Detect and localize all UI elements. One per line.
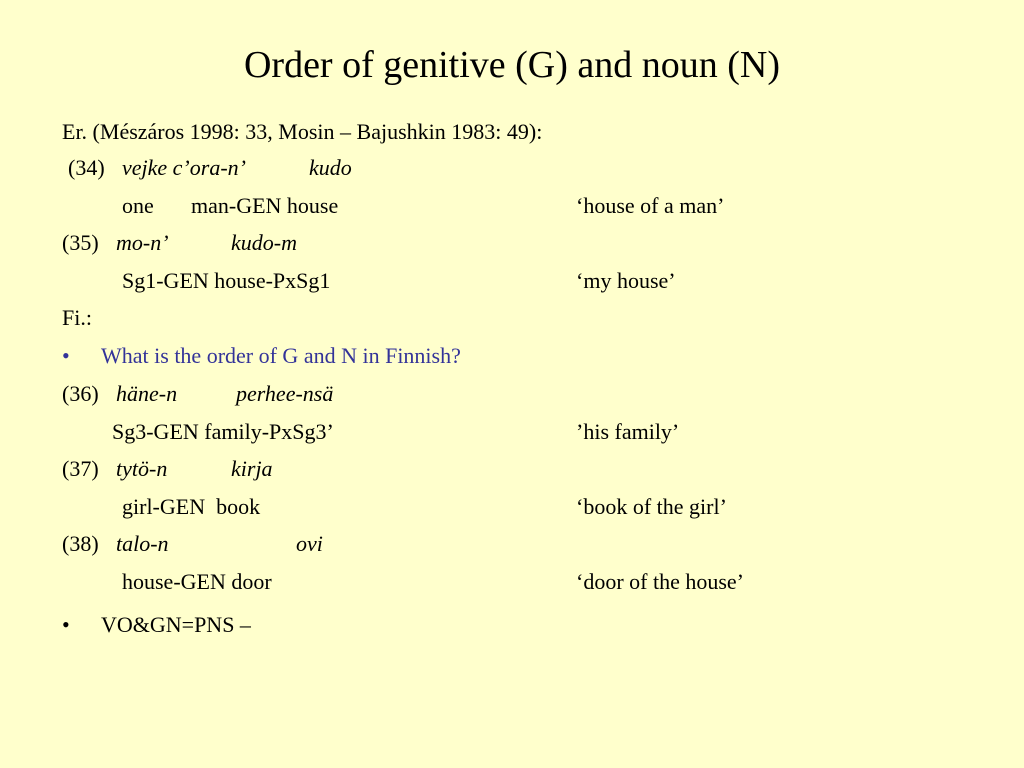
ex38-gloss: house-GEN door [122, 569, 272, 594]
ex36-gloss: Sg3-GEN family-PxSg3’ [112, 419, 334, 444]
bullet2-text: VO&GN=PNS – [101, 612, 251, 637]
ex38-word1: talo-n [116, 531, 169, 556]
ex35-gloss: Sg1-GEN house-PxSg1 [122, 268, 331, 293]
bullet1-question: What is the order of G and N in Finnish? [101, 343, 461, 368]
ex34-number: (34) [68, 155, 105, 180]
slide-title: Order of genitive (G) and noun (N) [243, 44, 781, 86]
finnish-label: Fi.: [62, 305, 92, 330]
ex38-translation: ‘door of the house’ [576, 569, 745, 594]
ex37-number: (37) [62, 456, 99, 481]
ex34-gloss1: one [122, 193, 154, 218]
bullet1-marker: • [62, 343, 70, 368]
ex37-word1: tytö-n [116, 456, 168, 481]
ex36-number: (36) [62, 381, 99, 406]
bullet2-marker: • [62, 612, 70, 637]
intro-citation: Er. (Mészáros 1998: 33, Mosin – Bajushkin 1983: 49): [62, 119, 543, 144]
ex36-translation: ’his family’ [576, 419, 680, 444]
ex38-number: (38) [62, 531, 99, 556]
ex35-translation: ‘my house’ [576, 268, 676, 293]
ex35-word1: mo-n’ [116, 230, 169, 255]
ex34-word1: vejke c’ora-n’ [122, 155, 246, 180]
ex37-gloss: girl-GEN book [122, 494, 261, 519]
ex34-translation: ‘house of a man’ [576, 193, 725, 218]
ex35-number: (35) [62, 230, 99, 255]
ex34-word2: kudo [309, 155, 352, 180]
ex38-word2: ovi [296, 531, 323, 556]
ex36-word1: häne-n [116, 381, 178, 406]
ex37-word2: kirja [231, 456, 273, 481]
ex34-gloss2: man-GEN house [191, 193, 339, 218]
ex36-word2: perhee-nsä [236, 381, 334, 406]
ex35-word2: kudo-m [231, 230, 297, 255]
ex37-translation: ‘book of the girl’ [576, 494, 727, 519]
